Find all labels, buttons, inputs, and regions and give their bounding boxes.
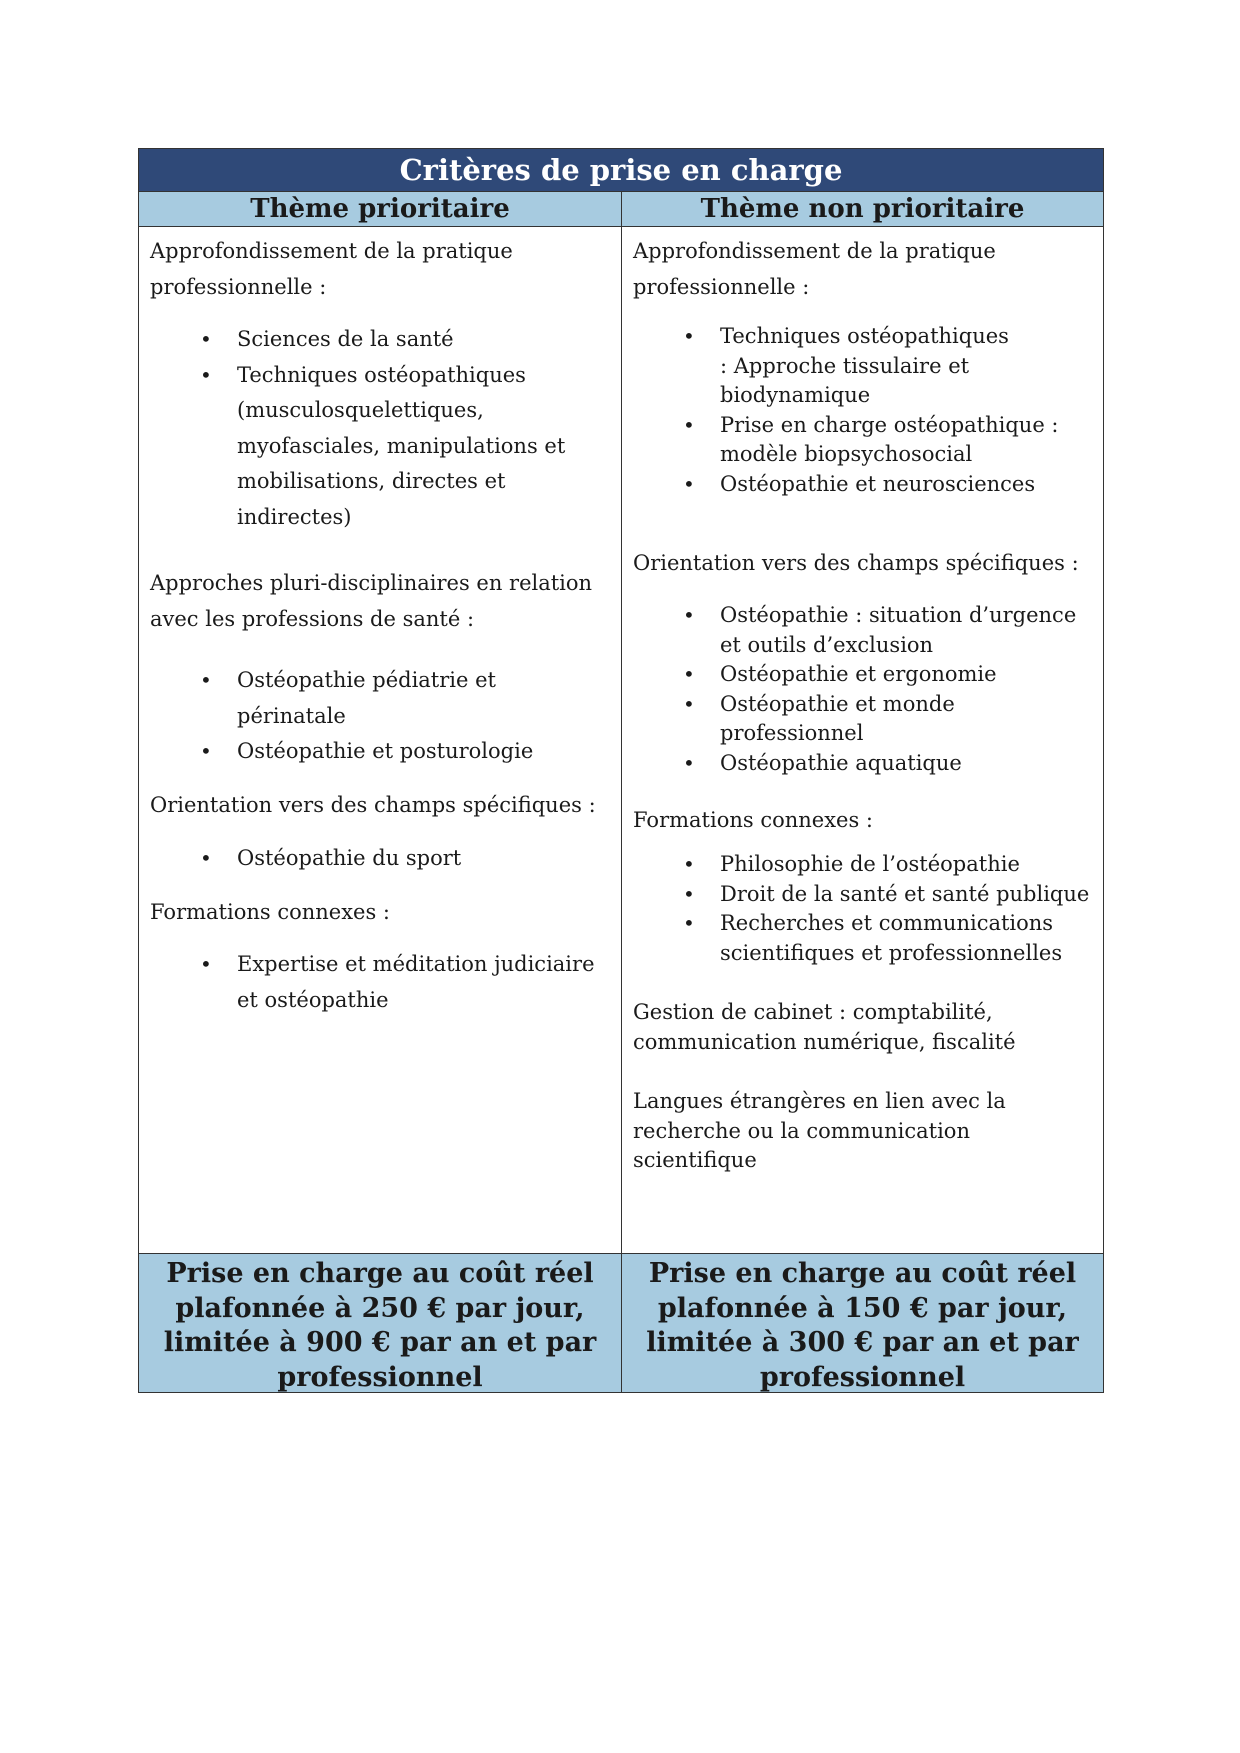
list-item: • Ostéopathie pédiatrie et périnatale xyxy=(237,663,611,734)
bullet-list xyxy=(633,850,1093,968)
list-item: • Philosophie de l’ostéopathie xyxy=(720,850,1093,880)
footer-non-priority: Prise en charge au coût réel plafonnée à 150 € par jour, limitée à 300 € par an et par professionnel xyxy=(621,1254,1103,1392)
list-item: • Sciences de la santé xyxy=(237,322,611,358)
footer-row xyxy=(139,1254,1103,1392)
list-item: • Techniques ostéopathiques : Approche tissulaire et biodynamique xyxy=(720,322,1020,411)
list-item: • Expertise et méditation judiciaire et ostéopathie xyxy=(237,947,607,1018)
list-item: • Ostéopathie aquatique xyxy=(720,749,1093,779)
non-priority-column xyxy=(621,227,1103,1253)
footer-priority: Prise en charge au coût réel plafonnée à 250 € par jour, limitée à 900 € par an et par professionnel xyxy=(139,1254,621,1392)
section-title: Orientation vers des champs spécifiques : xyxy=(150,792,596,817)
criteria-table xyxy=(138,148,1104,1393)
list-item: • Ostéopathie et neurosciences xyxy=(720,470,1093,500)
list-item: • Droit de la santé et santé publique xyxy=(720,880,1093,910)
header-row xyxy=(139,192,1103,227)
list-item: • Ostéopathie et posturologie xyxy=(237,734,611,770)
list-item: • Ostéopathie et ergonomie xyxy=(720,660,1093,690)
section-title: Approfondissement de la pratique professionnelle : xyxy=(633,239,996,299)
content-row xyxy=(139,227,1103,1254)
list-item: • Ostéopathie : situation d’urgence et outils d’exclusion xyxy=(720,601,1100,660)
section-title: Formations connexes : xyxy=(633,808,873,832)
paragraph: Gestion de cabinet : comptabilité, communication numérique, fiscalité xyxy=(633,1000,1016,1054)
list-item: • Techniques ostéopathiques (musculosquelettiques, myofasciales, manipulations et mobilisations, directes et indirectes) xyxy=(237,358,577,536)
section-title: Orientation vers des champs spécifiques : xyxy=(633,551,1079,575)
priority-column xyxy=(139,227,621,1253)
header-non-priority: Thème non prioritaire xyxy=(621,192,1103,226)
list-item: • Prise en charge ostéopathique : modèle biopsychosocial xyxy=(720,411,1060,470)
section-title: Approfondissement de la pratique professionnelle : xyxy=(150,239,513,299)
list-item: • Recherches et communications scientifiques et professionnelles xyxy=(720,909,1090,968)
bullet-list xyxy=(150,841,611,877)
bullet-list xyxy=(150,322,611,535)
list-item: • Ostéopathie et monde professionnel xyxy=(720,690,980,749)
paragraph: Langues étrangères en lien avec la recherche ou la communication scientifique xyxy=(633,1089,1006,1172)
list-item: • Ostéopathie du sport xyxy=(237,841,611,877)
bullet-list xyxy=(150,947,611,1018)
table-title: Critères de prise en charge xyxy=(139,149,1103,192)
header-priority: Thème prioritaire xyxy=(139,192,621,226)
section-title: Formations connexes : xyxy=(150,900,390,924)
bullet-list xyxy=(633,601,1093,778)
section-title: Approches pluri-disciplinaires en relation avec les professions de santé : xyxy=(150,571,593,631)
bullet-list xyxy=(633,322,1093,499)
bullet-list xyxy=(150,663,611,770)
